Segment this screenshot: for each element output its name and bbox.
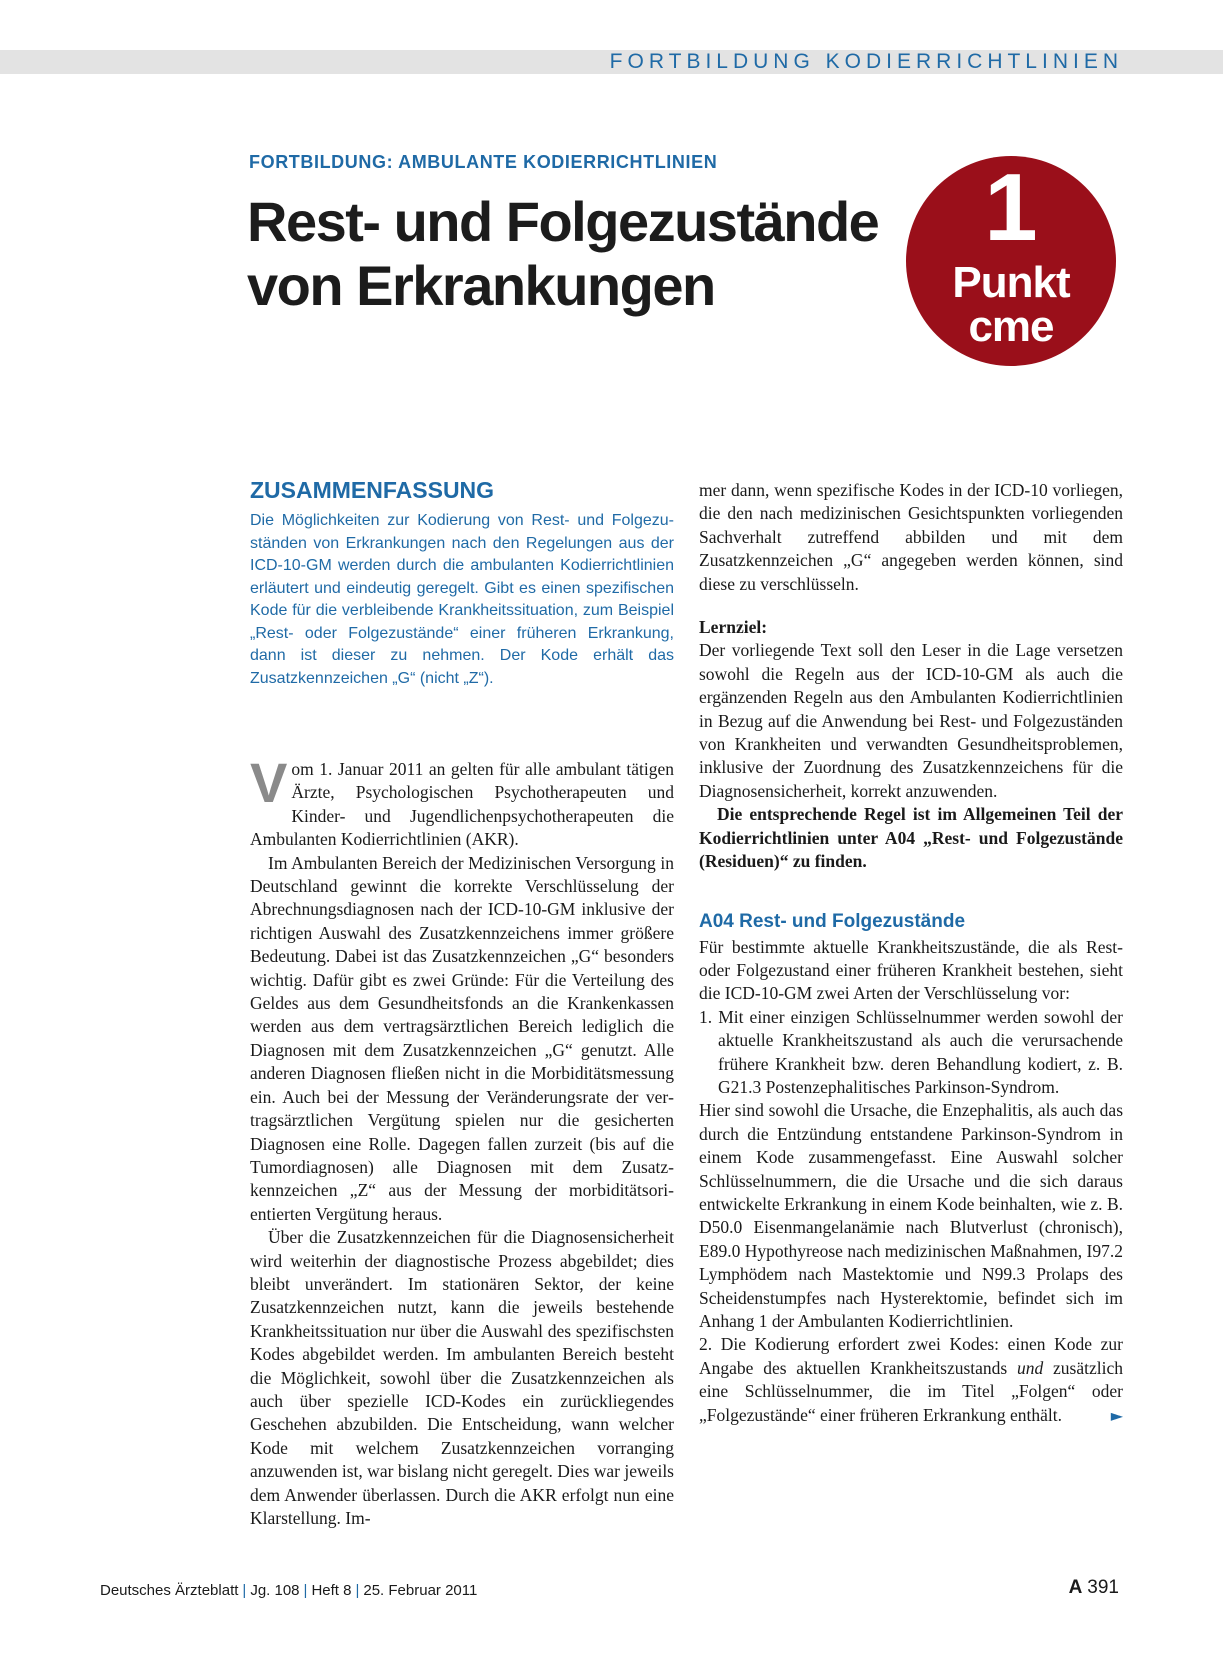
- page-number: [1069, 1577, 1119, 1599]
- footer-volume: Jg. 108: [250, 1582, 300, 1599]
- body-paragraph-1-text: om 1. Januar 2011 an gelten für alle ambulant tätigen Ärzte, Psychologischen Psychotherapeuten und Kinder- und Jugendlichenpsychotherapeuten die Ambulanten Kodierrichtlinien (AKR).: [250, 759, 674, 850]
- footer-separator: |: [242, 1582, 247, 1599]
- summary-heading: ZUSAMMENFASSUNG: [250, 477, 495, 503]
- footer-citation: [100, 1582, 477, 1599]
- summary-text: Die Möglichkeiten zur Kodierung von Rest- und Folgezuständen von Erkrankungen nach den Regelungen aus der ICD-10-GM werden durch die ambulanten Kodierrichtlinien erläutert und eindeutig geregelt. Gibt es einen spezifischen Kode für die verbleibende Krankheitssituation, zum Beispiel „Rest- oder Folgezustände“ einer früheren Erkrankung, dann ist dieser zu nehmen. Der Kode erhält das Zusatzkennzeichen „G“ (nicht „Z“).: [250, 512, 674, 687]
- summary-box: [250, 476, 674, 690]
- drop-cap: V: [250, 751, 288, 814]
- section-heading-a04: A04 Rest- und Folgezustände: [699, 910, 966, 932]
- footer-separator: |: [355, 1582, 360, 1599]
- badge-number: 1: [984, 154, 1038, 261]
- learning-goal-label: Lernziel:: [699, 617, 768, 638]
- paragraph-after-item-1: Hier sind sowohl die Ursache, die Enzephalitis, als auch das durch die Entzündung entstandene Parkinson-Syndrom in einem Kode zusammengefasst. Eine Auswahl solcher Schlüsselnummern, die die Ursache und die sich daraus entwickelte Erkrankung in einem Kode beinhalten, wie z. B. D50.0 Eisenmangelanämie nach Blutverlust (chronisch), E89.0 Hypothyreose nach medizinischen Maßnahmen, I97.2 Lymphödem nach Mastektomie und N99.3 Prolaps des Scheidenstumpfes nach Hysterektomie, befindet sich im Anhang 1 der Ambulanten Kodierrichtlinien.: [699, 1100, 1123, 1331]
- footer-journal: Deutsches Ärzteblatt: [100, 1582, 239, 1599]
- list-item-2-emphasis: und: [1017, 1357, 1044, 1378]
- body-paragraph-continued: mer dann, wenn spezifische Kodes in der ICD-10 vorliegen, die den nach medizinischen Gesichtspunkten vorliegenden Sachverhalt zutreffend abbilden und mit dem Zusatzkennzeichen „G“ angegeben werden können, sind diese zu verschlüsseln.: [699, 480, 1123, 594]
- article-title: [247, 190, 887, 318]
- rule-reference-text: Die entsprechende Regel ist im Allgemeinen Teil der Kodierrichtlinien unter A04 „Rest- und Folgezustände (Residuen)“ zu finden.: [699, 804, 1123, 872]
- section-label: FORTBILDUNG KODIERRICHTLINIEN: [609, 50, 1123, 73]
- body-paragraph-3: Über die Zusatzkennzeichen für die Diagnosensicherheit wird weiterhin der diagnostische Prozess abgebildet; dies bleibt unverändert. Im stationären Sektor, der keine Zusatzkennzeichen nutzt, kann die jeweils bestehende Krankheitssituation nur über die Auswahl des spezifischsten Kodes abgebildet werden. Im ambulanten Bereich besteht die Möglichkeit, sowohl über die Zusatzkennzeichen als auch über spezielle ICD-Kodes ein zurückliegendes Geschehen abzubilden. Die Entscheidung, wann welcher Kode mit welchem Zusatzkennzeichen vorranging anzuwenden ist, war bislang nicht geregelt. Dies war jeweils dem Anwender überlassen. Durch die AKR erfolgt nun eine Klarstellung. Im-: [250, 1227, 674, 1528]
- cme-points-badge: [906, 156, 1116, 366]
- learning-goal-text: Der vorliegende Text soll den Leser in die Lage versetzen sowohl die Regeln aus der ICD-10-GM als auch die ergänzenden Regeln aus den Ambulanten Kodierrichtlinien in Bezug auf die Anwendung bei Rest- und Folgezuständen von Krankheiten und verwandten Gesundheitsproblemen, inklusive der Zuordnung des Zusatzkennzeichens für die Diagnosensicherheit, korrekt anzuwenden.: [699, 640, 1123, 801]
- page-number-value: 391: [1087, 1577, 1119, 1598]
- badge-label-punkt: Punkt: [952, 258, 1070, 307]
- list-item-2-part-b: zusätzlich eine Schlüsselnummer, die im Titel „Folgen“ oder „Folgezustände“ einer früheren Erkrankung enthält.: [699, 1357, 1123, 1425]
- page-prefix: A: [1068, 1577, 1083, 1598]
- body-column-left: [250, 751, 674, 1530]
- title-line-1: Rest- und Folgezustände: [247, 190, 879, 253]
- list-item-2: [699, 1333, 1123, 1427]
- section-intro: Für bestimmte aktuelle Krankheitszustände, die als Rest- oder Folgezustand einer früheren Krankheit bestehen, sieht die ICD-10-GM zwei Arten der Verschlüsselung vor:: [699, 936, 1123, 1004]
- continue-arrow-icon: ►: [1110, 1405, 1123, 1425]
- body-column-right: [699, 479, 1123, 1427]
- list-item-1: 1. Mit einer einzigen Schlüsselnummer werden sowohl der aktuelle Krankheitszustand als auch die verursachende frühere Krankheit bzw. deren Behandlung kodiert, z. B. G21.3 Postenzephalitisches Parkinson-Syndrom.: [699, 1006, 1123, 1097]
- body-paragraph-2: Im Ambulanten Bereich der Medizinischen Versorgung in Deutschland gewinnt die korrekte Verschlüsselung der Abrechnungsdiagnosen nach der ICD-10-GM inklusive der richtigen Auswahl des Zusatzkennzeichens immer größere Bedeutung. Dabei ist das Zusatzkennzeichen „G“ besonders wichtig. Dafür gibt es zwei Gründe: Für die Verteilung des Geldes aus dem Gesundheitsfonds an die Krankenkassen werden aus dem vertragsärztlichen Bereich lediglich die Diagnosen mit dem Zusatzkennzeichen „G“ genutzt. Alle anderen Diagnosen fließen nicht in die Morbiditätsmessung ein. Auch bei der Messung der Veränderungsrate der vertragsärztlichen Vergütung spielen nur die gesicherten Diagnosen eine Rolle. Dagegen fallen zurzeit (bis auf die Tumordiagnosen) alle Diagnosen mit dem Zusatzkennzeichen „Z“ aus der Messung der morbiditätsorientierten Vergütung heraus.: [250, 852, 674, 1224]
- article-kicker: FORTBILDUNG: AMBULANTE KODIERRICHTLINIEN: [249, 152, 718, 172]
- footer-separator: |: [303, 1582, 308, 1599]
- footer-issue: Heft 8: [311, 1582, 352, 1599]
- body-paragraph-1: [250, 751, 674, 852]
- badge-label-cme: cme: [968, 302, 1054, 351]
- title-line-2: von Erkrankungen: [247, 254, 715, 317]
- list-item-2-part-a: 2. Die Kodierung erfordert zwei Kodes: einen Kode zur Angabe des aktuellen Krankheitszustands: [699, 1334, 1123, 1378]
- footer-date: 25. Februar 2011: [363, 1582, 478, 1599]
